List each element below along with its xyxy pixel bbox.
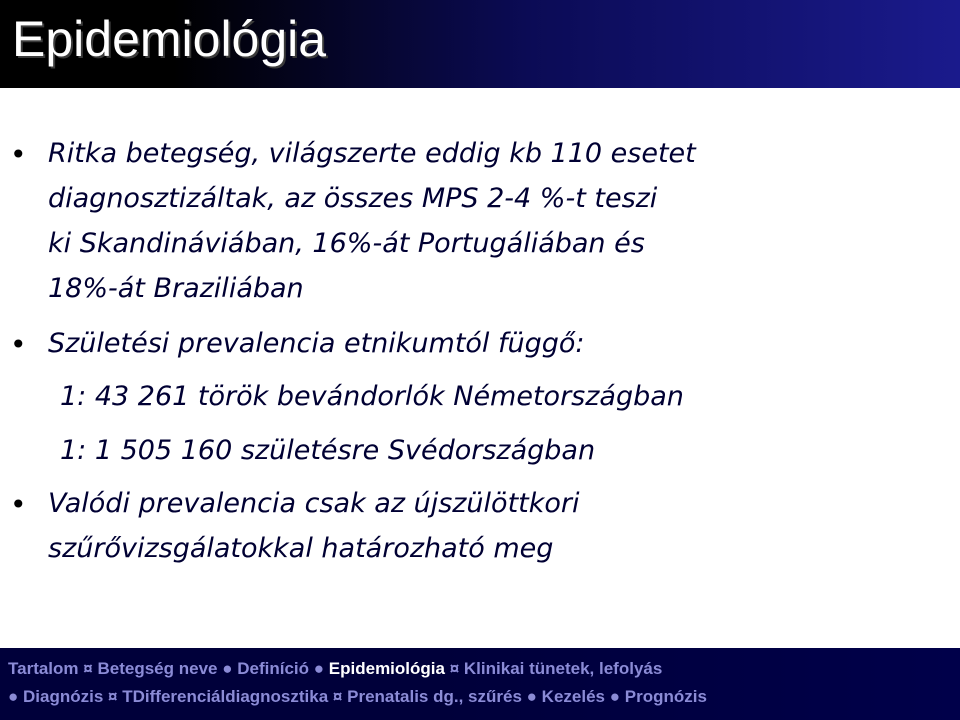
slide-title: Epidemiológia [12, 11, 327, 67]
nav-separator: ● [8, 687, 19, 706]
nav-row-1 [8, 657, 960, 681]
bullet-1-line-4: 18%-át Braziliában [48, 273, 304, 304]
bullet-1-line-3: ki Skandináviában, 16%-át Portugáliában és [48, 228, 645, 259]
navigation-bar [0, 648, 960, 720]
nav-link-tdifferencialdiagnosztika[interactable]: TDifferenciáldiagnosztika [122, 687, 329, 706]
nav-separator: ¤ [332, 687, 343, 706]
nav-link-prenatalis-dg-szures[interactable]: Prenatalis dg., szűrés [347, 687, 522, 706]
nav-separator: ¤ [449, 659, 460, 678]
nav-link-prognozis[interactable]: Prognózis [624, 687, 707, 706]
nav-separator: ¤ [83, 659, 93, 678]
nav-separator: ● [313, 659, 325, 678]
bullet-3-line-2: szűrővizsgálatokkal határozható meg [48, 533, 554, 564]
nav-link-diagnozis[interactable]: Diagnózis [23, 687, 104, 706]
sub-line-1: 1: 43 261 török bevándorlók Németországban [60, 381, 684, 412]
bullet-icon: • [10, 488, 27, 521]
bullet-1-line-2: diagnosztizáltak, az összes MPS 2-4 %-t teszi [48, 183, 658, 214]
bullet-icon: • [10, 328, 27, 361]
nav-separator: ● [609, 687, 621, 706]
nav-link-definicio[interactable]: Definíció [237, 659, 310, 678]
bullet-icon: • [10, 138, 27, 171]
nav-separator: ¤ [108, 687, 118, 706]
sub-line-2: 1: 1 505 160 születésre Svédországban [60, 435, 596, 466]
nav-link-betegseg-neve[interactable]: Betegség neve [97, 659, 218, 678]
nav-link-tartalom[interactable]: Tartalom [8, 659, 79, 678]
bullet-1-line-1: Ritka betegség, világszerte eddig kb 110 esetet [48, 138, 696, 169]
nav-link-klinikai-tunetek-lefolyas[interactable]: Klinikai tünetek, lefolyás [463, 659, 663, 678]
bullet-3-line-1: Valódi prevalencia csak az újszülöttkori [48, 488, 580, 519]
nav-separator: ● [222, 659, 233, 678]
nav-link-epidemiologia[interactable]: Epidemiológia [328, 659, 445, 678]
nav-separator: ● [526, 687, 537, 706]
nav-row-2 [8, 685, 960, 709]
bullet-2-line-1: Születési prevalencia etnikumtól függő: [48, 328, 585, 359]
nav-link-kezeles[interactable]: Kezelés [541, 687, 605, 706]
